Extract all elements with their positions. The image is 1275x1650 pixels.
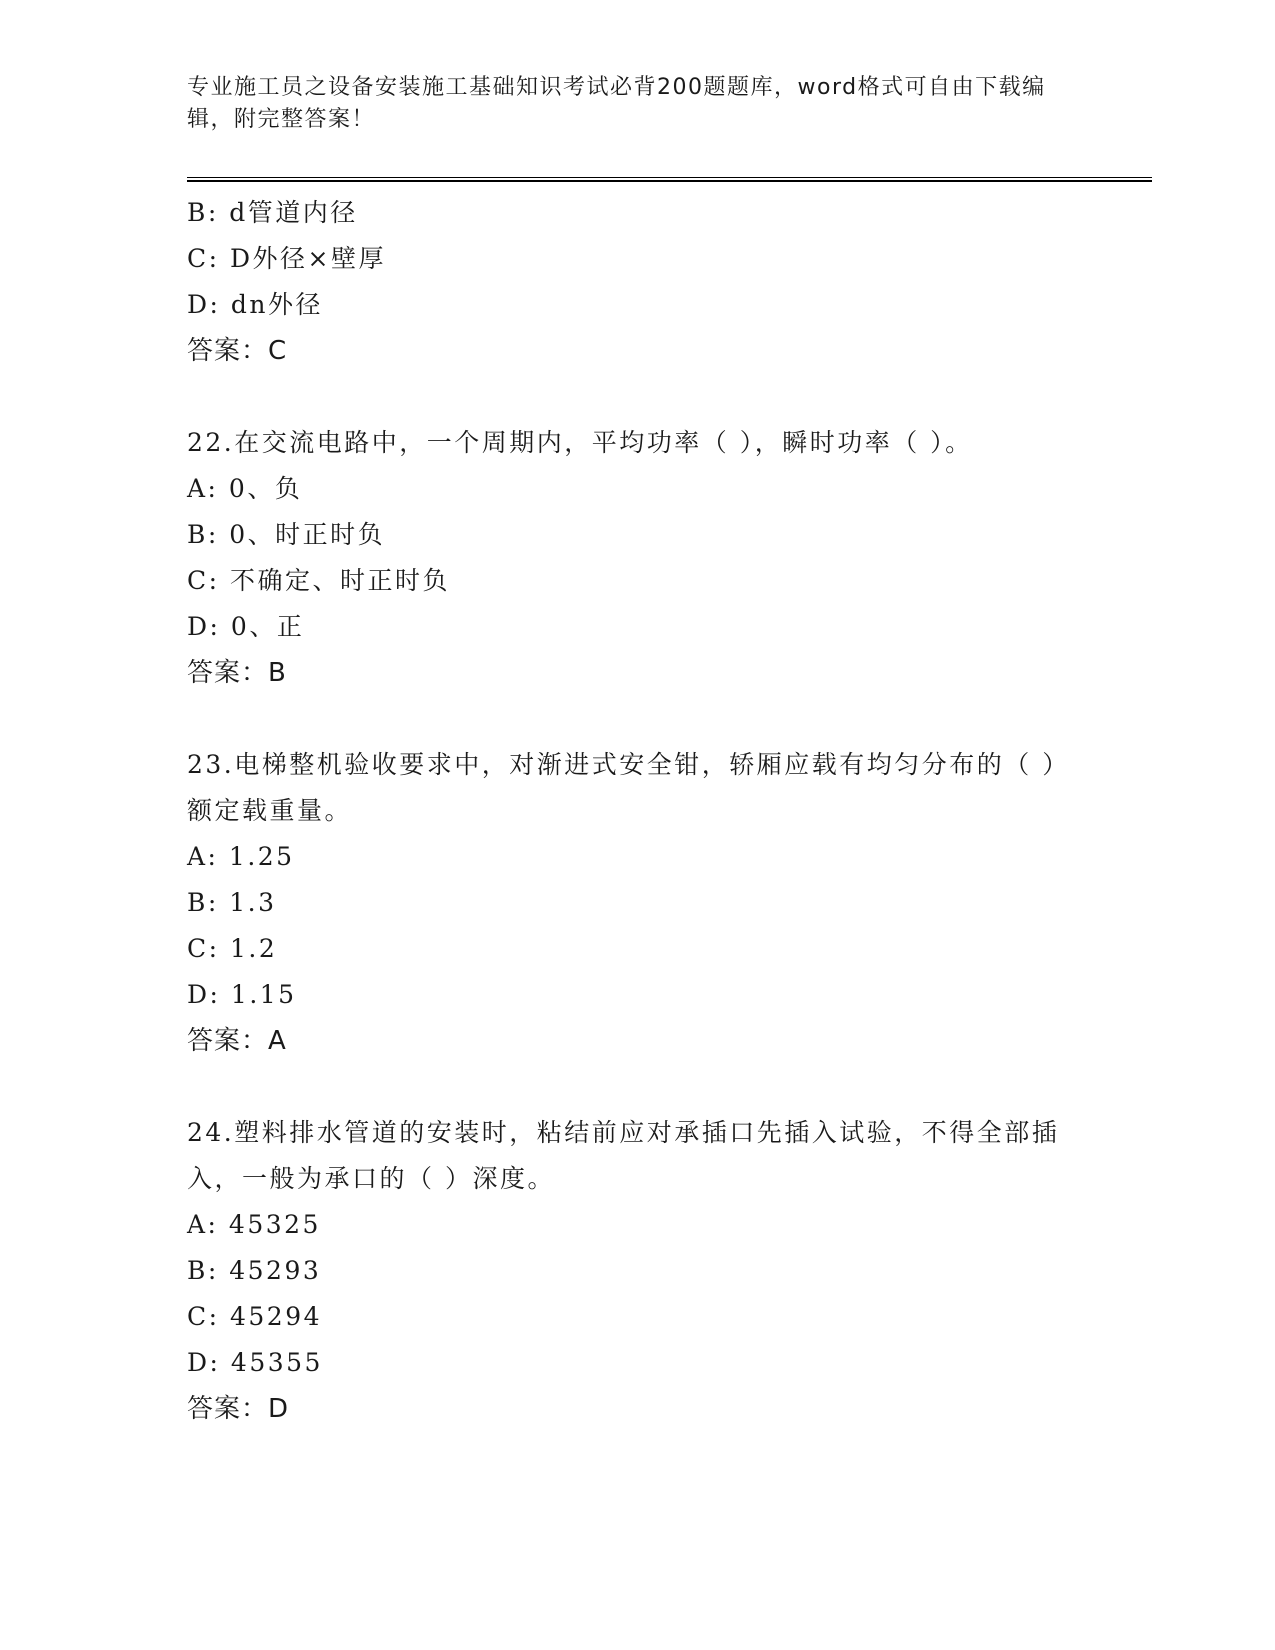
option-a: A: 0、负 <box>187 474 303 503</box>
option-c: C: 45294 <box>187 1302 323 1331</box>
option-d: D: 45355 <box>187 1348 323 1377</box>
document-header: 专业施工员之设备安装施工基础知识考试必背200题题库，word格式可自由下载编辑，附完整答案！ <box>187 75 1046 132</box>
spacer <box>187 374 1087 420</box>
option-a: A: 45325 <box>187 1210 321 1239</box>
spacer <box>187 1064 1087 1110</box>
option-d: D: dn外径 <box>187 290 324 319</box>
option-b: B: 1.3 <box>187 888 277 917</box>
option-c: C: 不确定、时正时负 <box>187 566 450 595</box>
question-23 <box>187 742 1087 1064</box>
question-list <box>187 190 1087 1432</box>
header-divider-thin <box>187 177 1152 178</box>
option-d: D: 0、正 <box>187 612 305 641</box>
option-d: D: 1.15 <box>187 980 297 1009</box>
option-b: B: 0、时正时负 <box>187 520 386 549</box>
question-24 <box>187 1110 1087 1432</box>
question-text: 23.电梯整机验收要求中，对渐进式安全钳，轿厢应载有均匀分布的（ ）额定载重量。 <box>187 750 1070 825</box>
spacer <box>187 696 1087 742</box>
answer: 答案：B <box>187 658 287 688</box>
question-22 <box>187 420 1087 696</box>
answer: 答案：C <box>187 336 288 366</box>
option-b: B: 45293 <box>187 1256 322 1285</box>
question-text: 22.在交流电路中，一个周期内，平均功率（ ），瞬时功率（ ）。 <box>187 428 973 457</box>
header-divider-thick <box>187 180 1152 182</box>
option-b: B: d管道内径 <box>187 198 358 227</box>
option-c: C: 1.2 <box>187 934 278 963</box>
answer: 答案：D <box>187 1394 290 1424</box>
question-text: 24.塑料排水管道的安装时，粘结前应对承插口先插入试验，不得全部插入，一般为承口的（ ）深度。 <box>187 1118 1060 1193</box>
question-21 <box>187 190 1087 374</box>
option-a: A: 1.25 <box>187 842 295 871</box>
answer: 答案：A <box>187 1026 287 1056</box>
option-c: C: D外径×壁厚 <box>187 244 386 273</box>
